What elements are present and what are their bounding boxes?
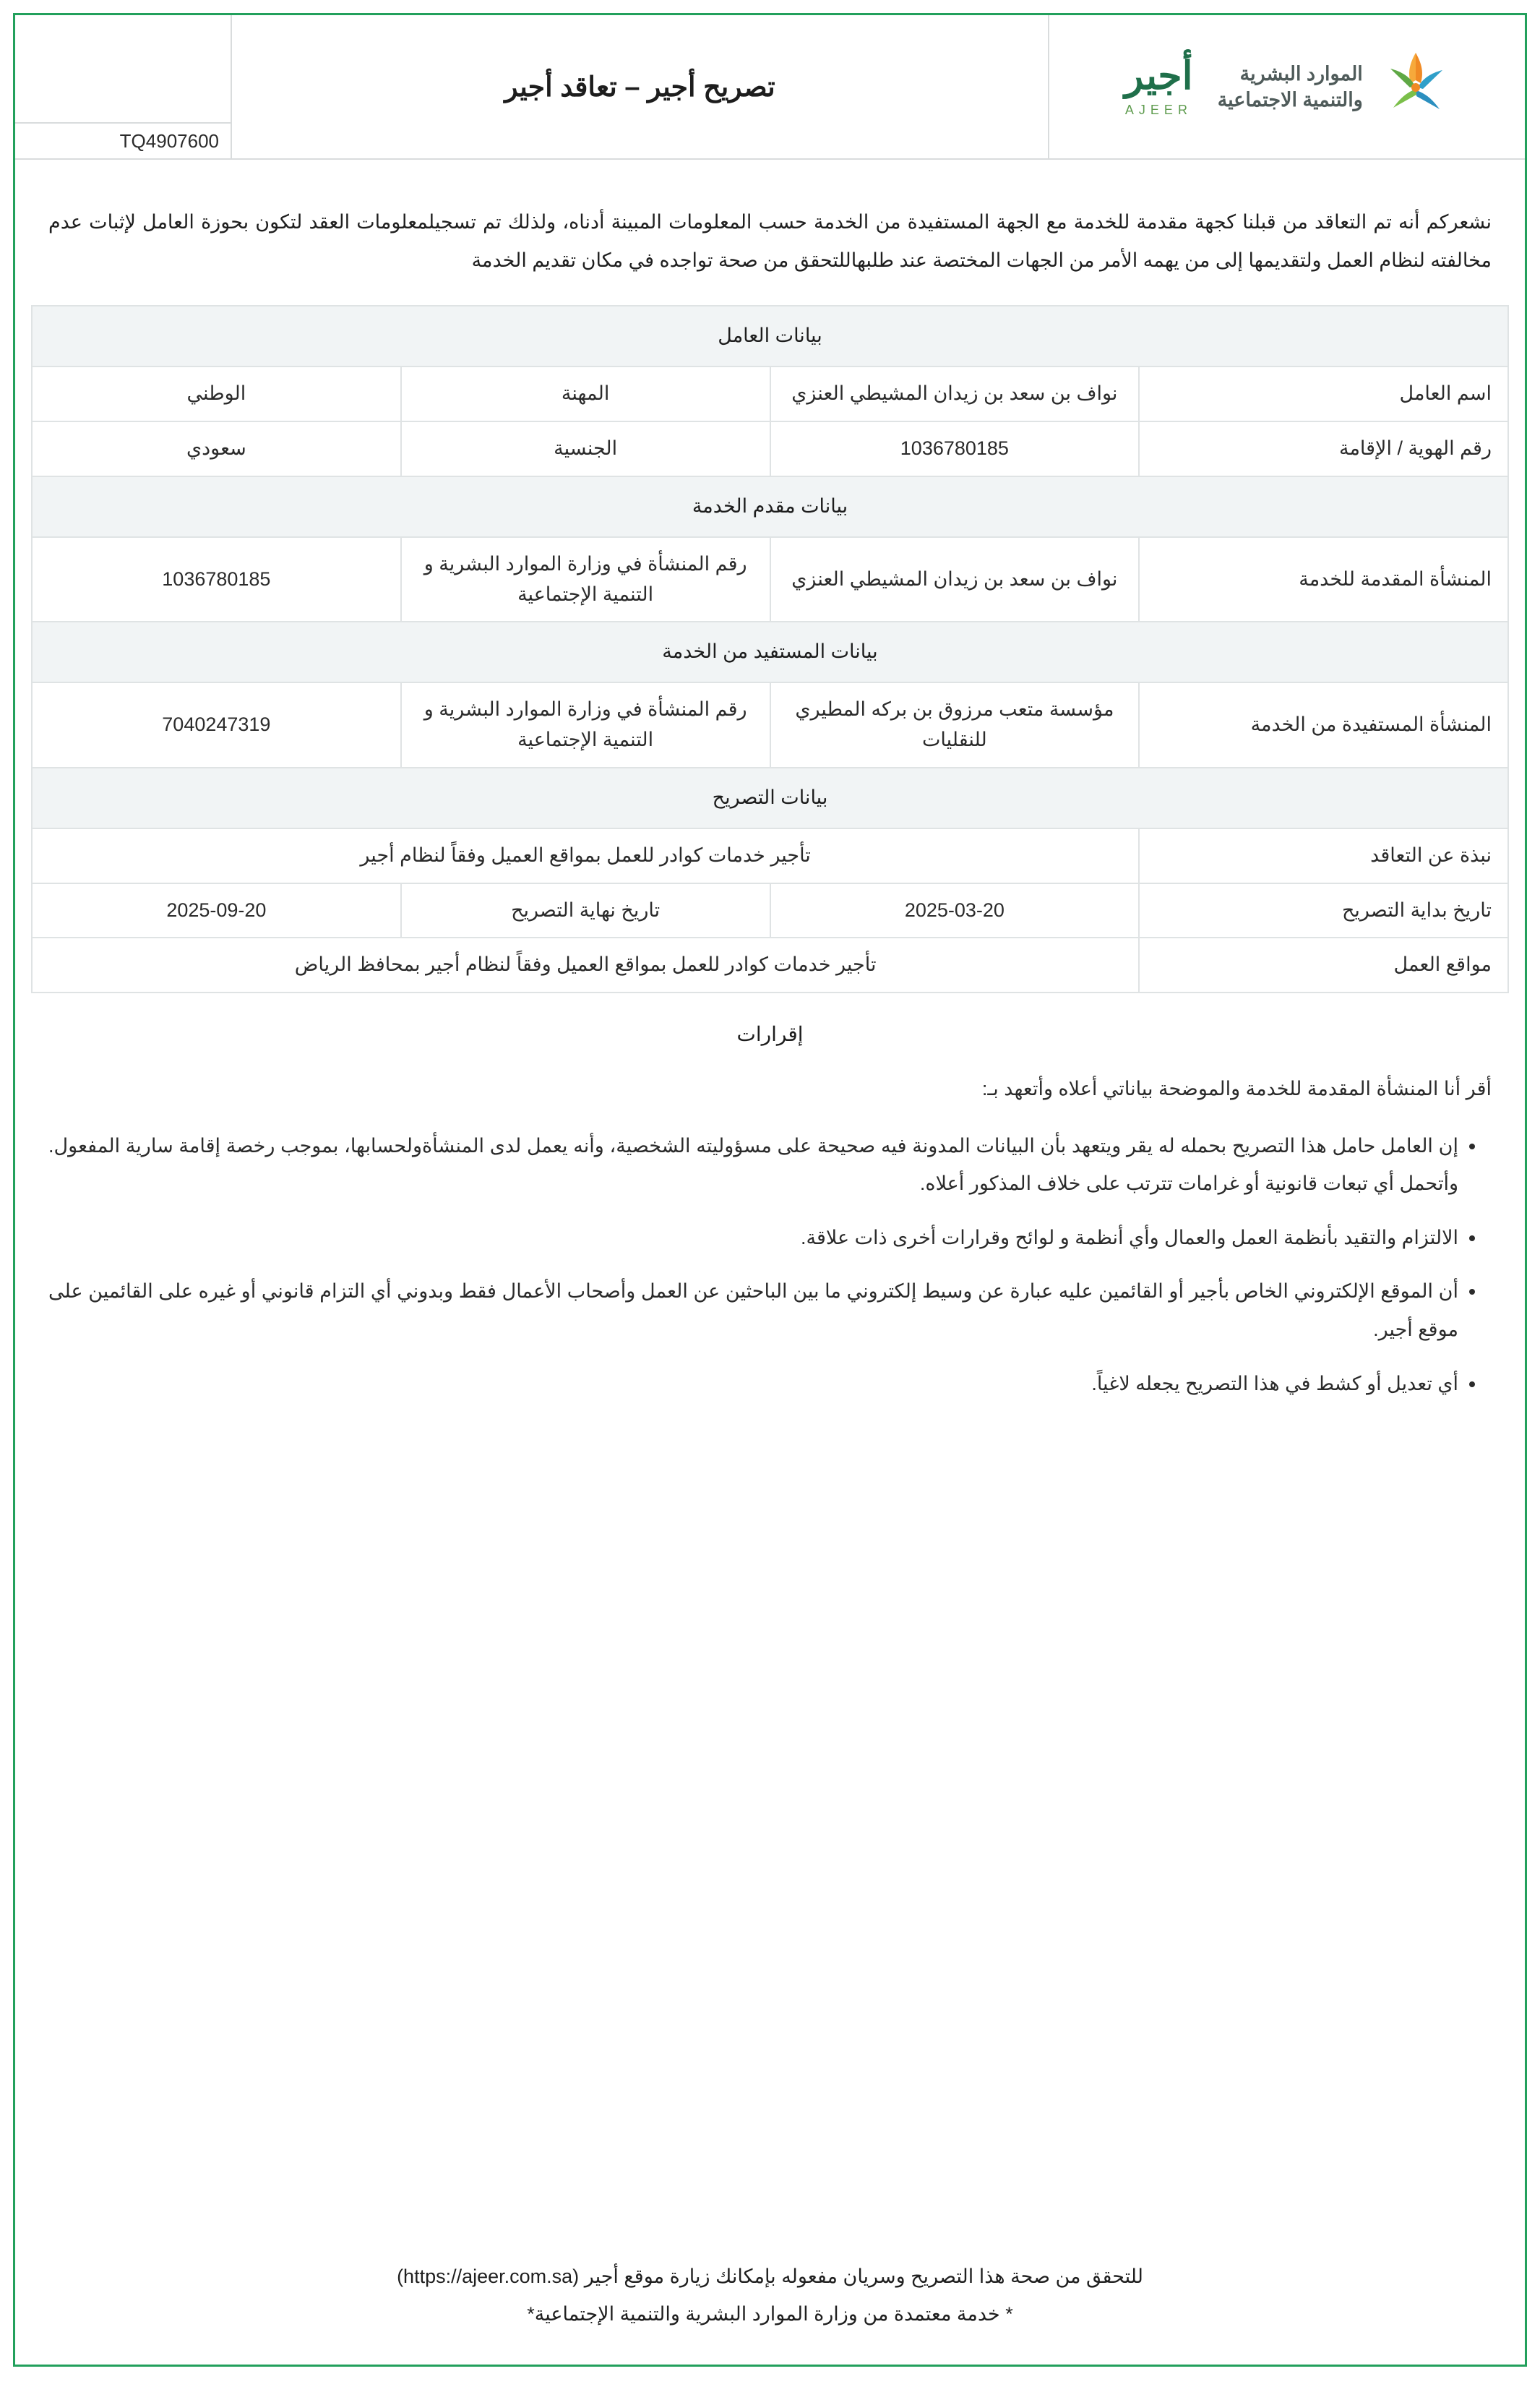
page-title: تصريح أجير – تعاقد أجير (504, 72, 775, 103)
footer-note: * خدمة معتمدة من وزارة الموارد البشرية والتنمية الإجتماعية* (527, 2302, 1013, 2325)
table-section-provider (32, 476, 1508, 537)
document-footer (15, 2258, 1525, 2333)
table-row (32, 828, 1508, 883)
beneficiary-number-value: 7040247319 (32, 682, 401, 768)
section-title: بيانات التصريح (32, 768, 1508, 828)
footer-verify-text: للتحقق من صحة هذا التصريح وسريان مفعوله بإمكانك زيارة موقع أجير (584, 2265, 1143, 2288)
ajeer-logo (1119, 53, 1198, 118)
permit-locations-label: مواقع العمل (1139, 938, 1508, 993)
table-row (32, 421, 1508, 476)
declarations-title: إقرارات (736, 1023, 804, 1046)
document-frame (13, 13, 1527, 2367)
worker-name-value: نواف بن سعد بن زيدان المشيطي العنزي (770, 366, 1140, 421)
ministry-name-line2: والتنمية الاجتماعية (1217, 89, 1363, 111)
provider-number-label: رقم المنشأة في وزارة الموارد البشرية و التنمية الإجتماعية (401, 537, 770, 622)
beneficiary-entity-label: المنشأة المستفيدة من الخدمة (1139, 682, 1508, 768)
section-title: بيانات العامل (32, 306, 1508, 366)
permit-summary-value: تأجير خدمات كوادر للعمل بمواقع العميل وفقاً لنظام أجير (32, 828, 1139, 883)
beneficiary-number-label: رقم المنشأة في وزارة الموارد البشرية و التنمية الإجتماعية (401, 682, 770, 768)
table-row (32, 366, 1508, 421)
permit-start-label: تاريخ بداية التصريح (1139, 883, 1508, 938)
footer-verify-url: (https://ajeer.com.sa) (397, 2265, 580, 2288)
list-item: • إن العامل حامل هذا التصريح بحمله له يقر ويتعهد بأن البيانات المدونة فيه صحيحة على مسؤوليته الشخصية، وأنه يعمل لدى المنشأةولحسابها، بموجب رخصة إقامة سارية المفعول. وأتحمل أي تبعات قانونية أو غرامات تترتب على خلاف المذكور أعلاه. (48, 1127, 1458, 1203)
worker-id-label: رقم الهوية / الإقامة (1139, 421, 1508, 476)
permit-end-label: تاريخ نهاية التصريح (401, 883, 770, 938)
permit-summary-label: نبذة عن التعاقد (1139, 828, 1508, 883)
document-header (15, 15, 1525, 160)
list-item: • الالتزام والتقيد بأنظمة العمل والعمال وأي أنظمة و لوائح وقرارات أخرى ذات علاقة. (48, 1219, 1458, 1257)
section-title: بيانات المستفيد من الخدمة (32, 622, 1508, 682)
logo-area (1048, 15, 1525, 158)
table-section-beneficiary (32, 622, 1508, 682)
hrsd-mark-icon (1376, 47, 1455, 127)
reference-number: TQ4907600 (119, 130, 219, 152)
table-section-permit (32, 768, 1508, 828)
permit-start-value: 2025-03-20 (770, 883, 1140, 938)
table-section-worker (32, 306, 1508, 366)
declarations-lead: أقر أنا المنشأة المقدمة للخدمة والموضحة بياناتي أعلاه وأتعهد بـ: (981, 1078, 1492, 1100)
worker-nationality-value: سعودي (32, 421, 401, 476)
worker-name-label: اسم العامل (1139, 366, 1508, 421)
provider-entity-value: نواف بن سعد بن زيدان المشيطي العنزي (770, 537, 1140, 622)
divider (15, 122, 231, 124)
intro-paragraph: نشعركم أنه تم التعاقد من قبلنا كجهة مقدمة للخدمة مع الجهة المستفيدة من الخدمة حسب المعلومات المبينة أدناه، ولذلك تم تسجيلمعلومات العقد لتكون بحوزة العامل لإثبات عدم مخالفته لنظام العمل ولتقديمها إلى من يهمه الأمر من الجهات المختصة عند طلبهاللتحقق من صحة تواجده في مكان تقديم الخدمة (48, 211, 1492, 271)
worker-id-value: 1036780185 (770, 421, 1140, 476)
worker-profession-value: الوطني (32, 366, 401, 421)
worker-nationality-label: الجنسية (401, 421, 770, 476)
table-row (32, 682, 1508, 768)
section-title: بيانات مقدم الخدمة (32, 476, 1508, 537)
details-table (31, 305, 1509, 993)
permit-locations-value: تأجير خدمات كوادر للعمل بمواقع العميل وفقاً لنظام أجير بمحافظ الرياض (32, 938, 1139, 993)
table-row (32, 537, 1508, 622)
beneficiary-entity-value: مؤسسة متعب مرزوق بن بركه المطيري للنقليات (770, 682, 1140, 768)
permit-end-value: 2025-09-20 (32, 883, 401, 938)
list-item: • أن الموقع الإلكتروني الخاص بأجير أو القائمين عليه عبارة عن وسيط إلكتروني ما بين الباحثين عن العمل وأصحاب الأعمال فقط وبدوني أي التزام قانوني أو غيره على القائمين على موقع أجير. (48, 1272, 1458, 1348)
ajeer-wordmark: أجير (1124, 53, 1193, 98)
footer-verify-line (15, 2258, 1525, 2295)
reference-area (15, 15, 232, 158)
provider-entity-label: المنشأة المقدمة للخدمة (1139, 537, 1508, 622)
table-row (32, 883, 1508, 938)
provider-number-value: 1036780185 (32, 537, 401, 622)
declarations-list (48, 1127, 1492, 1403)
ministry-name (1218, 61, 1363, 113)
hrsd-logo (1218, 47, 1455, 127)
worker-profession-label: المهنة (401, 366, 770, 421)
ministry-name-line1: الموارد البشرية (1239, 62, 1363, 85)
list-item: • أي تعديل أو كشط في هذا التصريح يجعله لاغياً. (48, 1365, 1458, 1403)
ajeer-latin-label: AJEER (1124, 102, 1192, 117)
table-row (32, 938, 1508, 993)
